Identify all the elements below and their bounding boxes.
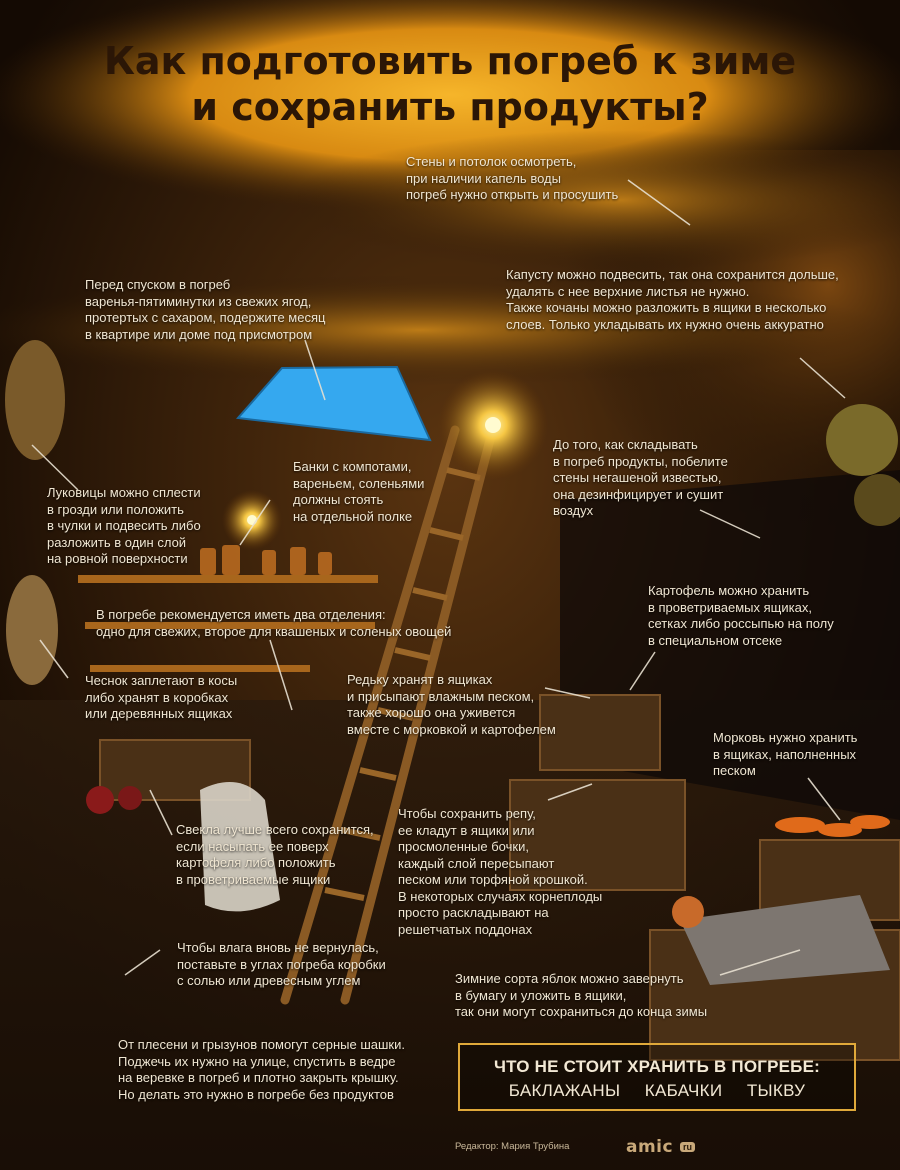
note-onion: Луковицы можно сплести в грозди или положить в чулки и подвесить либо разложить в один слой на ровной поверхности: [47, 485, 201, 566]
dont-store-item: БАКЛАЖАНЫ: [508, 1081, 621, 1100]
note-radish: Редьку хранят в ящиках и присыпают влажным песком, также хорошо она уживется вместе с морковкой и картофелем: [347, 672, 556, 737]
note-sulfur: От плесени и грызунов помогут серные шашки. Поджечь их нужно на улице, спустить в ведре на веревке в погреб и плотно закрыть крышку. Но делать это нужно в погребе без продуктов: [118, 1037, 405, 1102]
note-walls: Стены и потолок осмотреть, при наличии капель воды погреб нужно открыть и просушить: [406, 154, 619, 202]
logo-suffix: ru: [680, 1142, 695, 1152]
note-carrot: Морковь нужно хранить в ящиках, наполненных песком: [713, 730, 858, 778]
dont-store-item: КАБАЧКИ: [644, 1081, 723, 1100]
editor-credit: Редактор: Мария Трубина: [455, 1141, 570, 1152]
amic-logo: [614, 1134, 710, 1160]
title-line-1: Как подготовить погреб к зиме: [103, 39, 797, 83]
note-turnip: Чтобы сохранить репу, ее кладут в ящики или просмоленные бочки, каждый слой пересыпают песком или торфяной крошкой. В некоторых случаях корнеплоды просто раскладывают на решетчатых поддонах: [398, 806, 603, 937]
page-title: [0, 38, 900, 130]
note-beet: Свекла лучше всего сохранится, если насыпать ее поверх картофеля либо положить в проветриваемые ящики: [176, 822, 374, 887]
note-moisture: Чтобы влага вновь не вернулась, поставьте в углах погреба коробки с солью или древесным углем: [177, 940, 386, 988]
note-potato: Картофель можно хранить в проветриваемых ящиках, сетках либо россыпью на полу в специальном отсеке: [648, 583, 834, 648]
dont-store-title: ЧТО НЕ СТОИТ ХРАНИТЬ В ПОГРЕБЕ:: [493, 1057, 820, 1076]
note-sections: В погребе рекомендуется иметь два отделения: одно для свежих, второе для квашеных и соленых овощей: [96, 607, 452, 639]
dont-store-item: ТЫКВУ: [746, 1081, 806, 1100]
note-jars: Банки с компотами, вареньем, соленьями должны стоять на отдельной полке: [293, 459, 425, 524]
note-lime: До того, как складывать в погреб продукты, побелите стены негашеной известью, она дезинфицирует и сушит воздух: [553, 437, 728, 518]
logo-text: amic: [626, 1137, 674, 1157]
note-apples: Зимние сорта яблок можно завернуть в бумагу и уложить в ящики, так они могут сохраниться до конца зимы: [455, 971, 708, 1019]
dont-store-list: [460, 1081, 854, 1101]
note-jam: Перед спуском в погреб варенья-пятиминутки из свежих ягод, протертых с сахаром, подержите месяц в квартире или доме под присмотром: [85, 277, 326, 342]
note-garlic: Чеснок заплетают в косы либо хранят в коробках или деревянных ящиках: [85, 673, 238, 721]
dont-store-box: [458, 1043, 856, 1111]
note-cabbage: Капусту можно подвесить, так она сохранится дольше, удалять с нее верхние листья не нужно. Также кочаны можно разложить в ящики в несколько слоев. Только укладывать их нужно очень аккуратно: [506, 267, 839, 332]
title-line-2: и сохранить продукты?: [191, 85, 709, 129]
